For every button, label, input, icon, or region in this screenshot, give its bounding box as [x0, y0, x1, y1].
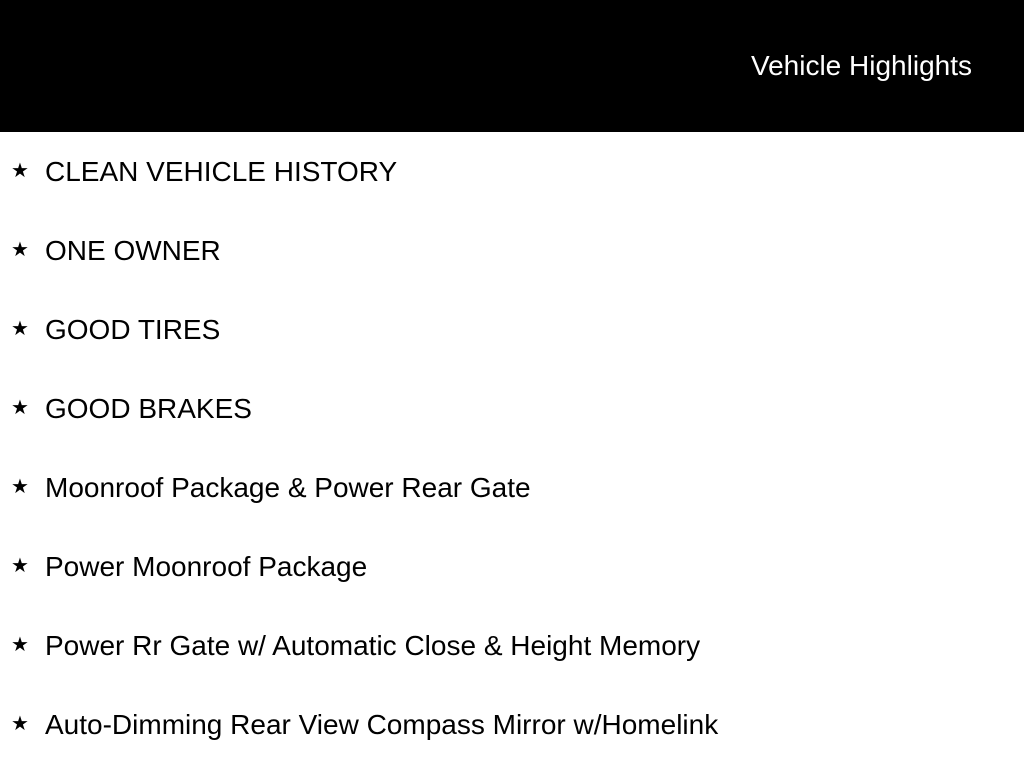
highlight-label: Power Rr Gate w/ Automatic Close & Height Memory — [45, 630, 701, 661]
star-icon: ★ — [11, 237, 29, 261]
highlight-label: Power Moonroof Package — [45, 551, 368, 582]
star-icon: ★ — [11, 395, 29, 419]
star-icon: ★ — [11, 711, 29, 735]
list-item — [0, 369, 1024, 448]
star-icon: ★ — [11, 158, 29, 182]
highlight-label: GOOD BRAKES — [45, 393, 252, 424]
highlight-label: GOOD TIRES — [45, 314, 221, 345]
star-icon: ★ — [11, 553, 29, 577]
highlight-label: Auto-Dimming Rear View Compass Mirror w/Homelink — [45, 709, 719, 740]
star-icon: ★ — [11, 632, 29, 656]
list-item — [0, 211, 1024, 290]
header-bar — [0, 0, 1024, 132]
list-item — [0, 606, 1024, 685]
page-title: Vehicle Highlights — [750, 50, 972, 81]
star-icon: ★ — [11, 474, 29, 498]
list-item — [0, 132, 1024, 211]
star-icon: ★ — [11, 316, 29, 340]
highlights-list — [0, 132, 1024, 764]
highlight-label: Moonroof Package & Power Rear Gate — [45, 472, 531, 503]
list-item — [0, 685, 1024, 764]
highlight-label: ONE OWNER — [45, 235, 221, 266]
list-item — [0, 527, 1024, 606]
highlight-label: CLEAN VEHICLE HISTORY — [45, 156, 398, 187]
list-item — [0, 448, 1024, 527]
list-item — [0, 290, 1024, 369]
